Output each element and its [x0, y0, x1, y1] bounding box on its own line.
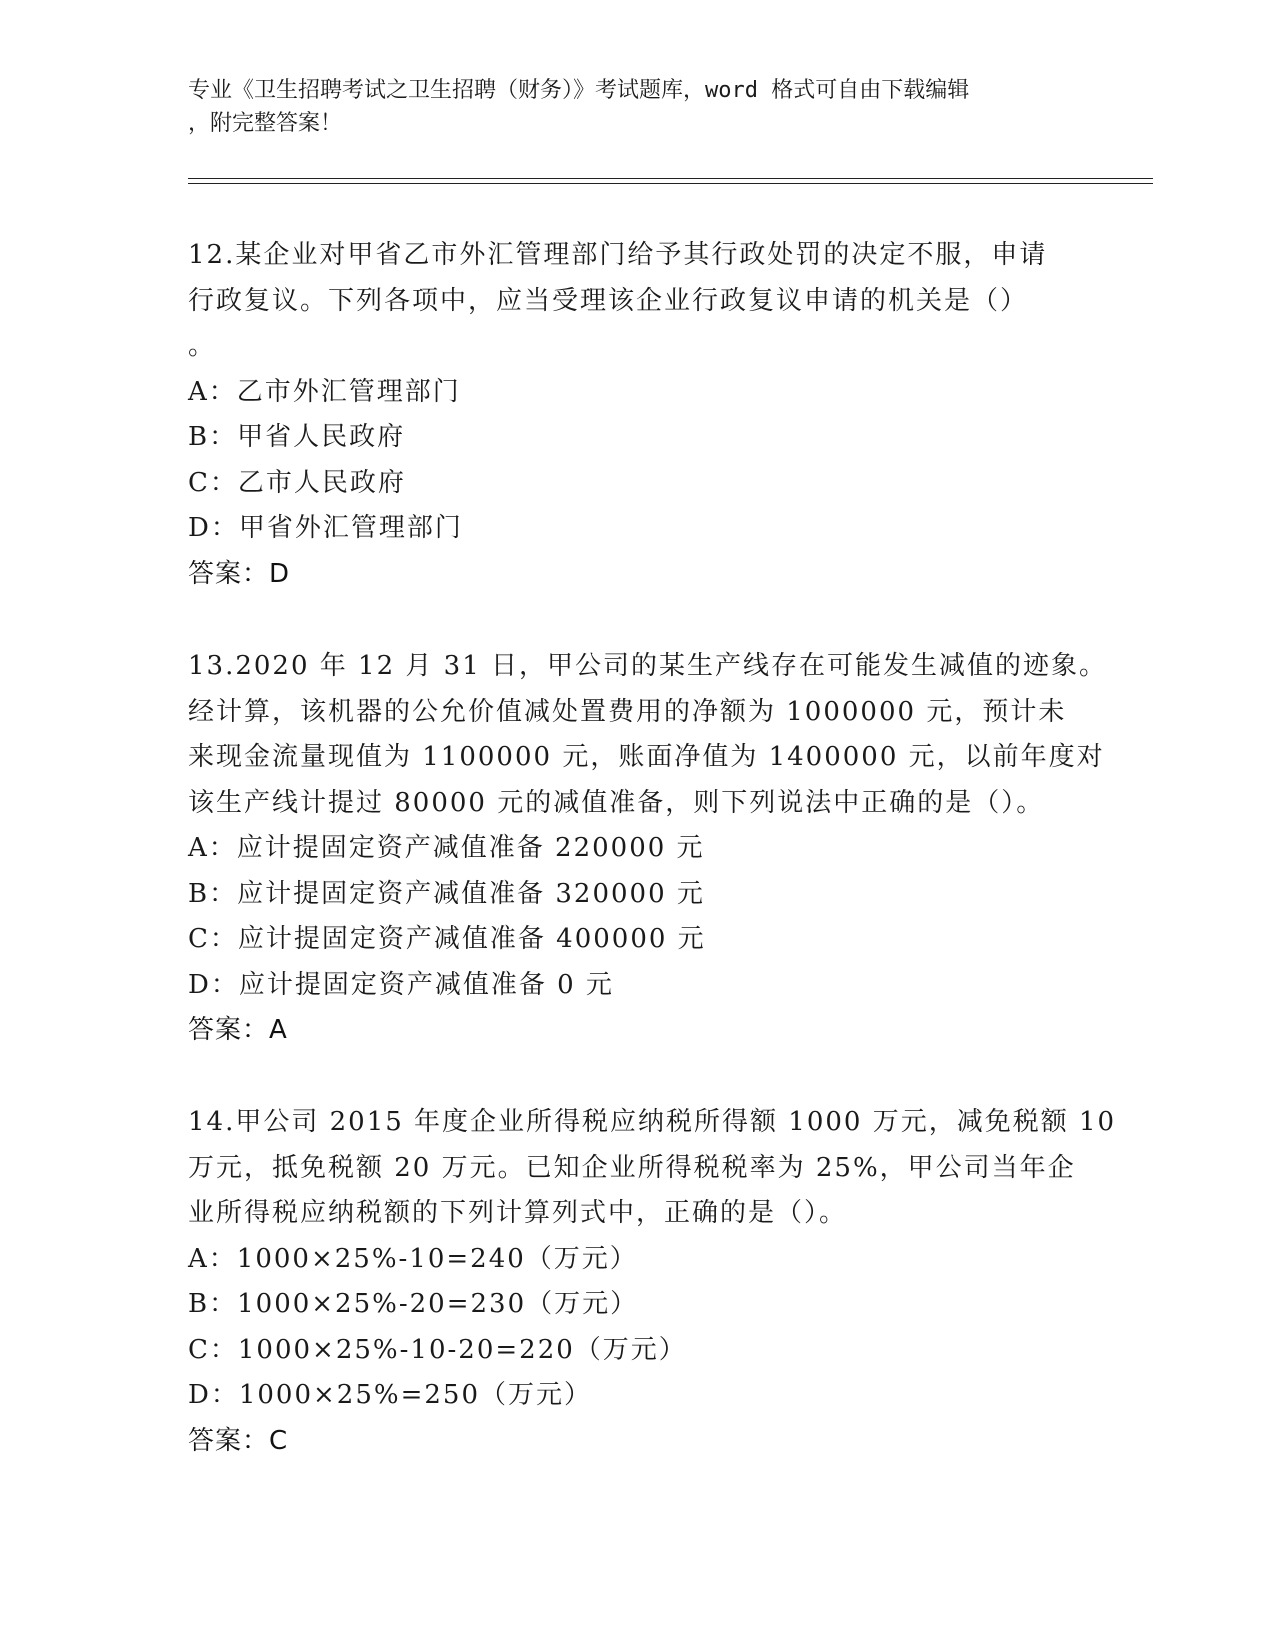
option-a: A：应计提固定资产减值准备 220000 元 [188, 833, 705, 863]
option-d: D：1000×25%=250（万元） [188, 1380, 592, 1410]
question-stem [188, 1100, 1117, 1237]
option-b: B：1000×25%-20=230（万元） [188, 1289, 639, 1319]
header-line-2: ，附完整答案！ [188, 111, 343, 136]
question-14 [188, 1100, 1117, 1464]
header-divider-bottom [188, 183, 1153, 184]
option-c: C：1000×25%-10-20=220（万元） [188, 1334, 687, 1365]
question-13 [188, 644, 1108, 1054]
option-d: D：应计提固定资产减值准备 0 元 [188, 969, 614, 1000]
stem-line: 13.2020 年 12 月 31 日，甲公司的某生产线存在可能发生减值的迹象。 [188, 651, 1108, 681]
page-header [188, 74, 1088, 140]
stem-line: 行政复议。下列各项中，应当受理该企业行政复议申请的机关是（） [188, 285, 1029, 316]
stem-line: 。 [188, 331, 217, 361]
question-12 [188, 233, 1088, 597]
option-c: C：乙市人民政府 [188, 467, 406, 498]
option-b: B：甲省人民政府 [188, 422, 406, 452]
answer-line: 答案：D [188, 558, 291, 589]
stem-line: 14.甲公司 2015 年度企业所得税应纳税所得额 1000 万元，减免税额 10 [188, 1107, 1117, 1137]
answer-line: 答案：A [188, 1015, 288, 1045]
question-stem [188, 644, 1108, 826]
option-a: A：乙市外汇管理部门 [188, 376, 461, 407]
stem-line: 该生产线计提过 80000 元的减值准备，则下列说法中正确的是（）。 [188, 787, 1045, 818]
header-line-1: 专业《卫生招聘考试之卫生招聘（财务）》考试题库，word 格式可自由下载编辑 [188, 78, 970, 103]
stem-line: 业所得税应纳税额的下列计算列式中，正确的是（）。 [188, 1198, 848, 1228]
option-b: B：应计提固定资产减值准备 320000 元 [188, 878, 705, 909]
stem-line: 来现金流量现值为 1100000 元，账面净值为 1400000 元，以前年度对 [188, 742, 1105, 772]
question-stem [188, 233, 1088, 370]
option-c: C：应计提固定资产减值准备 400000 元 [188, 924, 706, 954]
option-d: D：甲省外汇管理部门 [188, 513, 463, 543]
stem-line: 12.某企业对甲省乙市外汇管理部门给予其行政处罚的决定不服，申请 [188, 240, 1048, 270]
stem-line: 万元，抵免税额 20 万元。已知企业所得税税率为 25%，甲公司当年企 [188, 1152, 1076, 1183]
option-a: A：1000×25%-10=240（万元） [188, 1243, 638, 1274]
answer-line: 答案：C [188, 1425, 289, 1456]
header-divider-top [188, 178, 1153, 179]
stem-line: 经计算，该机器的公允价值减处置费用的净额为 1000000 元，预计未 [188, 696, 1067, 727]
